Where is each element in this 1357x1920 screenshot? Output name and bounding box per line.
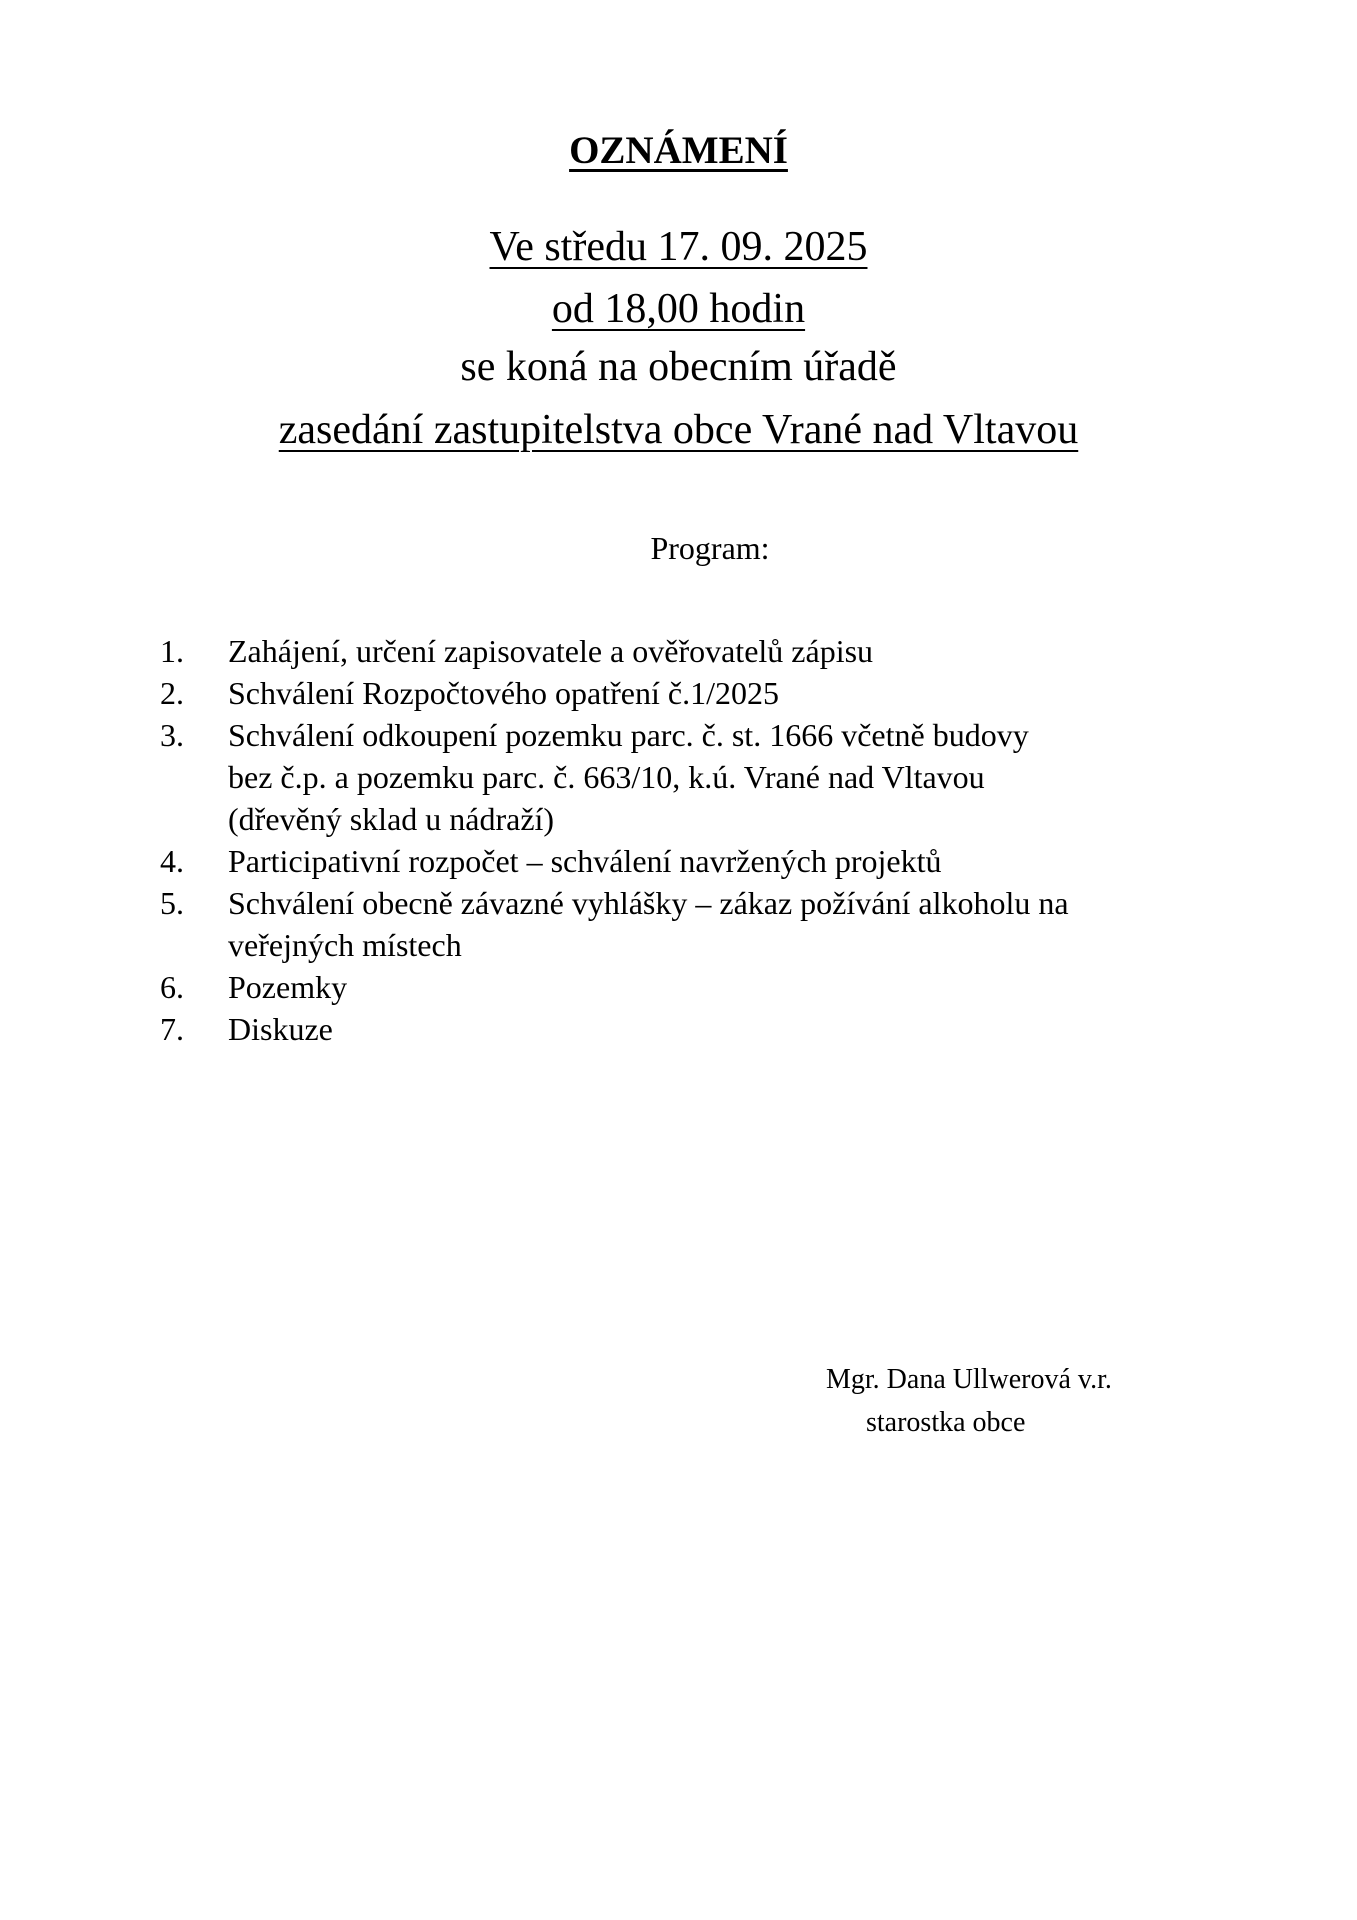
agenda-item-text: bez č.p. a pozemku parc. č. 663/10, k.ú. Vrané nad Vltavou (228, 759, 985, 795)
agenda-item-number: 5. (160, 885, 184, 921)
meeting-time-text: od 18,00 hodin (551, 286, 806, 332)
program-label: Program: (650, 530, 770, 566)
agenda-item (160, 882, 1220, 966)
meeting-name-text: zasedání zastupitelstva obce Vrané nad Vltavou (278, 407, 1079, 453)
meeting-date (0, 221, 1357, 273)
agenda-item-text: Schválení odkoupení pozemku parc. č. st. 1666 včetně budovy (228, 717, 1029, 753)
agenda-item-text: veřejných místech (228, 927, 462, 963)
meeting-place: se koná na obecním úřadě (460, 344, 897, 390)
agenda-list (160, 630, 1220, 1050)
meeting-name (0, 404, 1357, 456)
agenda-item-number: 6. (160, 969, 184, 1005)
signature-name: Mgr. Dana Ullwerová v.r. (826, 1364, 1112, 1395)
document-title: OZNÁMENÍ (569, 129, 788, 172)
agenda-item (160, 840, 1220, 882)
agenda-item (160, 714, 1220, 840)
agenda-item-text: Schválení Rozpočtového opatření č.1/2025 (228, 675, 779, 711)
agenda-item-number: 1. (160, 633, 184, 669)
agenda-item-number: 3. (160, 717, 184, 753)
agenda-item-text: Participativní rozpočet – schválení navržených projektů (228, 843, 942, 879)
agenda-item-text: Pozemky (228, 969, 348, 1005)
agenda-item-text: Diskuze (228, 1011, 333, 1047)
agenda-item (160, 672, 1220, 714)
agenda-item (160, 630, 1220, 672)
agenda-item (160, 1008, 1220, 1050)
agenda-item-number: 4. (160, 843, 184, 879)
agenda-item-text: (dřevěný sklad u nádraží) (228, 801, 555, 837)
meeting-date-text: Ve středu 17. 09. 2025 (489, 224, 868, 270)
agenda-item-text: Schválení obecně závazné vyhlášky – zákaz požívání alkoholu na (228, 885, 1069, 921)
signature-role: starostka obce (866, 1407, 1026, 1438)
agenda-item-number: 2. (160, 675, 184, 711)
meeting-time (0, 283, 1357, 335)
agenda-item-text: Zahájení, určení zapisovatele a ověřovatelů zápisu (228, 633, 874, 669)
agenda-item (160, 966, 1220, 1008)
agenda-item-number: 7. (160, 1011, 184, 1047)
